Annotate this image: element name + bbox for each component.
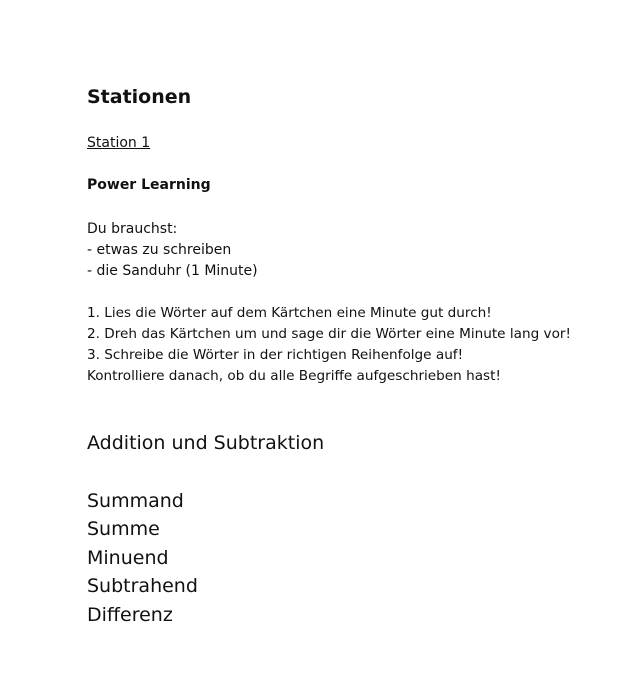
term-item: Differenz — [87, 603, 173, 626]
materials-heading: Du brauchst: — [87, 221, 178, 237]
materials-item: - etwas zu schreiben — [87, 242, 232, 258]
term-item: Minuend — [87, 546, 169, 569]
materials-list — [87, 219, 258, 282]
instruction-step: 2. Dreh das Kärtchen um und sage dir die Wörter eine Minute lang vor! — [87, 326, 571, 342]
term-item: Summand — [87, 490, 184, 512]
station-subtitle: Power Learning — [87, 177, 211, 193]
instructions-list — [87, 303, 571, 387]
instruction-step: 1. Lies die Wörter auf dem Kärtchen eine Minute gut durch! — [87, 305, 492, 321]
term-item: Summe — [87, 518, 160, 541]
terms-list — [87, 487, 198, 629]
term-item: Subtrahend — [87, 575, 198, 598]
instruction-step: 3. Schreibe die Wörter in der richtigen Reihenfolge auf! — [87, 347, 464, 363]
section-heading: Addition und Subtraktion — [87, 432, 325, 454]
station-label: Station 1 — [87, 135, 151, 151]
instruction-note: Kontrolliere danach, ob du alle Begriffe aufgeschrieben hast! — [87, 368, 501, 384]
page-title: Stationen — [87, 86, 192, 108]
materials-item: - die Sanduhr (1 Minute) — [87, 263, 258, 279]
